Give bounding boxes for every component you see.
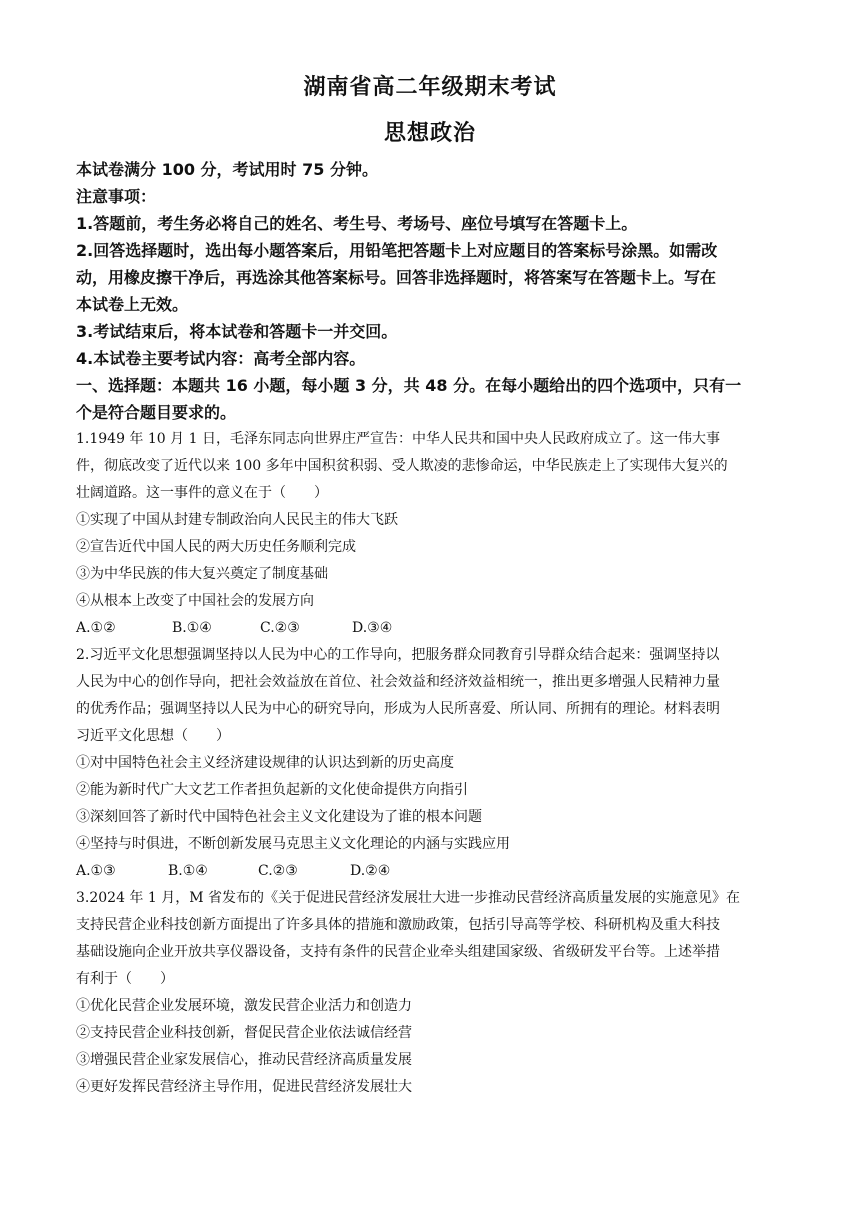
q1-option-d: D.③④ — [352, 620, 393, 636]
q2-statement-1: ①对中国特色社会主义经济建设规律的认识达到新的历史高度 — [76, 755, 454, 771]
section-heading-line-2: 个是符合题目要求的。 — [76, 403, 237, 422]
notice-item-2-line-3: 本试卷上无效。 — [76, 295, 189, 314]
q3-statement-4: ④更好发挥民营经济主导作用，促进民营经济发展壮大 — [76, 1079, 412, 1095]
notice-item-3: 3.考试结束后，将本试卷和答题卡一并交回。 — [76, 322, 398, 341]
q1-stem-line-3: 壮阔道路。这一事件的意义在于（ ） — [76, 485, 328, 501]
q1-stem-line-1: 1.1949 年 10 月 1 日，毛泽东同志向世界庄严宣告：中华人民共和国中央人民政府成立了。这一伟大事 — [76, 431, 720, 447]
notice-title: 注意事项： — [76, 187, 157, 206]
q1-statement-4: ④从根本上改变了中国社会的发展方向 — [76, 593, 314, 609]
q2-statement-3: ③深刻回答了新时代中国特色社会主义文化建设为了谁的根本问题 — [76, 809, 482, 825]
q1-option-a: A.①② — [76, 620, 116, 636]
q3-statement-2: ②支持民营企业科技创新，督促民营企业依法诚信经营 — [76, 1025, 412, 1041]
q2-option-c: C.②③ — [258, 863, 298, 879]
q1-stem-line-2: 件，彻底改变了近代以来 100 多年中国积贫积弱、受人欺凌的悲惨命运，中华民族走上了实现伟大复兴的 — [76, 458, 728, 474]
q1-statement-2: ②宣告近代中国人民的两大历史任务顺利完成 — [76, 539, 356, 555]
notice-item-1: 1.答题前，考生务必将自己的姓名、考生号、考场号、座位号填写在答题卡上。 — [76, 214, 638, 233]
notice-item-2-line-2: 动，用橡皮擦干净后，再选涂其他答案标号。回答非选择题时，将答案写在答题卡上。写在 — [76, 268, 717, 287]
q2-option-b: B.①④ — [168, 863, 208, 879]
q2-options — [76, 858, 390, 885]
exam-subject: 思想政治 — [383, 120, 476, 146]
q3-stem-line-3: 基础设施向企业开放共享仪器设备，支持有条件的民营企业牵头组建国家级、省级研发平台等。上述举措 — [76, 944, 720, 960]
score-time-line: 本试卷满分 100 分，考试用时 75 分钟。 — [76, 160, 378, 179]
q3-stem-line-1: 3.2024 年 1 月，M 省发布的《关于促进民营经济发展壮大进一步推动民营经济高质量发展的实施意见》在 — [76, 890, 741, 906]
section-heading-line-1: 一、选择题：本题共 16 小题，每小题 3 分，共 48 分。在每小题给出的四个选项中，只有一 — [76, 376, 742, 395]
q1-statement-3: ③为中华民族的伟大复兴奠定了制度基础 — [76, 566, 328, 582]
q3-statement-3: ③增强民营企业家发展信心，推动民营经济高质量发展 — [76, 1052, 412, 1068]
q2-stem-line-3: 的优秀作品；强调坚持以人民为中心的研究导向，形成为人民所喜爱、所认同、所拥有的理论。材料表明 — [76, 701, 720, 717]
q2-statement-4: ④坚持与时俱进，不断创新发展马克思主义文化理论的内涵与实践应用 — [76, 836, 510, 852]
q1-option-c: C.②③ — [260, 620, 300, 636]
q3-stem-line-4: 有利于（ ） — [76, 971, 174, 987]
q1-option-b: B.①④ — [172, 620, 212, 636]
q1-options — [76, 615, 392, 642]
exam-title: 湖南省高二年级期末考试 — [303, 74, 557, 100]
q1-statement-1: ①实现了中国从封建专制政治向人民民主的伟大飞跃 — [76, 512, 398, 528]
notice-item-2-line-1: 2.回答选择题时，选出每小题答案后，用铅笔把答题卡上对应题目的答案标号涂黑。如需改 — [76, 241, 718, 260]
q2-stem-line-1: 2.习近平文化思想强调坚持以人民为中心的工作导向，把服务群众同教育引导群众结合起来：强调坚持以 — [76, 647, 720, 663]
q2-stem-line-4: 习近平文化思想（ ） — [76, 728, 230, 744]
q2-statement-2: ②能为新时代广大文艺工作者担负起新的文化使命提供方向指引 — [76, 782, 468, 798]
q2-stem-line-2: 人民为中心的创作导向，把社会效益放在首位、社会效益和经济效益相统一，推出更多增强人民精神力量 — [76, 674, 720, 690]
q2-option-d: D.②④ — [350, 863, 391, 879]
q2-option-a: A.①③ — [76, 863, 116, 879]
notice-item-4: 4.本试卷主要考试内容：高考全部内容。 — [76, 349, 366, 368]
q3-stem-line-2: 支持民营企业科技创新方面提出了许多具体的措施和激励政策，包括引导高等学校、科研机构及重大科技 — [76, 917, 720, 933]
q3-statement-1: ①优化民营企业发展环境，激发民营企业活力和创造力 — [76, 998, 412, 1014]
